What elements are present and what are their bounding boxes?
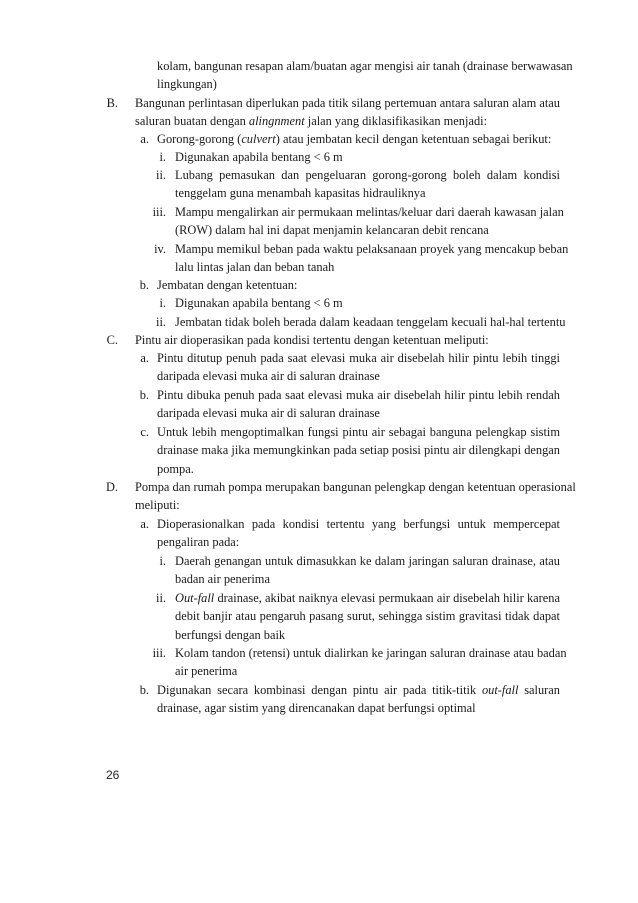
text-line: Bangunan perlintasan diperlukan pada titik silang pertemuan antara saluran alam atau (135, 96, 560, 110)
text-line: drainase, agar sistim yang direncanakan dapat berfungsi optimal (157, 701, 476, 716)
text-line: Pintu ditutup penuh pada saat elevasi muka air disebelah hilir pintu lebih tinggi (157, 351, 560, 365)
text-line: lingkungan) (157, 77, 217, 92)
list-marker-Daiii: iii. (152, 646, 166, 660)
item-D-a-i (175, 552, 560, 589)
text-line: kolam, bangunan resapan alam/buatan agar mengisi air tanah (drainase berwawasan (157, 59, 573, 73)
text-line: berfungsi dengan baik (175, 627, 286, 642)
text-line: Digunakan secara kombinasi dengan pintu air pada titik-titik out-fall saluran (157, 683, 560, 697)
page-number: 26 (106, 768, 120, 782)
list-marker-Baiv: iv. (154, 242, 166, 256)
list-marker-Da: a. (140, 517, 149, 531)
text-line: saluran buatan dengan alingnment jalan yang diklasifikasikan menjadi: (135, 114, 488, 129)
text-line: tenggelam guna menambah kapasitas hidrauliknya (175, 186, 426, 201)
item-B (135, 94, 560, 131)
list-marker-B: B. (106, 96, 118, 110)
text-line: air penerima (175, 664, 238, 679)
list-marker-Baii: ii. (156, 168, 166, 182)
item-D (135, 478, 576, 515)
list-marker-Bb: b. (139, 278, 149, 292)
text-line: Gorong-gorong (culvert) atau jembatan kecil dengan ketentuan sebagai berikut: (157, 132, 552, 146)
list-marker-D: D. (105, 480, 118, 494)
item-D-a-ii (175, 589, 560, 644)
text-line: (ROW) dalam hal ini dapat menjamin kelancaran debit rencana (175, 223, 489, 238)
continuation-paragraph (157, 57, 573, 94)
text-line: Mampu mengalirkan air permukaan melintas/keluar dari daerah kawasan jalan (175, 205, 564, 219)
text-line: pompa. (157, 461, 194, 476)
text-line: Jembatan dengan ketentuan: (157, 278, 298, 292)
text-line: daripada elevasi muka air di saluran drainase (157, 369, 380, 384)
text-line: Mampu memikul beban pada waktu pelaksanaan proyek yang mencakup beban (175, 242, 569, 256)
list-marker-Cc: c. (140, 425, 149, 439)
item-B-a-iii (175, 203, 564, 240)
text-line: lalu lintas jalan dan beban tanah (175, 260, 335, 275)
text-line: Pompa dan rumah pompa merupakan bangunan pelengkap dengan ketentuan operasional (135, 480, 576, 494)
text-line: Daerah genangan untuk dimasukkan ke dalam jaringan saluran drainase, atau (175, 554, 560, 568)
text-line: badan air penerima (175, 572, 270, 587)
text-line: Jembatan tidak boleh berada dalam keadaan tenggelam kecuali hal-hal tertentu (175, 315, 566, 329)
text-line: Out-fall drainase, akibat naiknya elevasi permukaan air disebelah hilir karena (175, 591, 560, 605)
emphasis: culvert (241, 132, 276, 146)
list-marker-Dai: i. (159, 554, 166, 568)
item-B-a-i (175, 148, 560, 166)
text-line: daripada elevasi muka air di saluran drainase (157, 406, 380, 421)
item-B-a-iv (175, 240, 569, 277)
item-C (135, 331, 560, 349)
item-D-b (157, 681, 560, 718)
text-line: Pintu dibuka penuh pada saat elevasi muka air disebelah hilir pintu lebih rendah (157, 388, 560, 402)
item-B-a-ii (175, 166, 560, 203)
item-B-b (157, 276, 560, 294)
list-marker-Cb: b. (139, 388, 149, 402)
list-marker-Db: b. (139, 683, 149, 697)
list-marker-Bbi: i. (159, 296, 166, 310)
emphasis: out-fall (481, 683, 519, 697)
list-marker-Bbii: ii. (156, 315, 166, 329)
text-line: drainase maka jika memungkinkan pada setiap posisi pintu air dilengkapi dengan (157, 443, 560, 458)
item-D-a (157, 515, 560, 552)
list-marker-Bai: i. (159, 150, 166, 164)
list-marker-Ca: a. (140, 351, 149, 365)
item-C-a (157, 349, 560, 386)
text-line: pengaliran pada: (157, 535, 240, 550)
list-marker-Baiii: iii. (152, 205, 166, 219)
emphasis: Out-fall (175, 591, 215, 605)
emphasis: alingnment (248, 114, 305, 129)
text-line: Untuk lebih mengoptimalkan fungsi pintu air sebagai banguna pelengkap sistim (157, 425, 560, 439)
text-line: debit banjir atau pengaruh pasang surut, sehingga sistim gravitasi tidak dapat (175, 609, 560, 624)
item-C-b (157, 386, 560, 423)
text-line: Digunakan apabila bentang < 6 m (175, 150, 343, 164)
item-D-a-iii (175, 644, 567, 681)
list-marker-C: C. (106, 333, 118, 347)
item-C-c (157, 423, 560, 478)
text-line: Lubang pemasukan dan pengeluaran gorong-gorong boleh dalam kondisi (175, 168, 560, 182)
item-B-b-ii (175, 313, 566, 331)
text-line: Pintu air dioperasikan pada kondisi tertentu dengan ketentuan meliputi: (135, 333, 489, 347)
list-marker-Daii: ii. (156, 591, 166, 605)
text-line: Digunakan apabila bentang < 6 m (175, 296, 343, 310)
list-marker-Ba: a. (140, 132, 149, 146)
item-B-a (157, 130, 560, 148)
text-line: Kolam tandon (retensi) untuk dialirkan ke jaringan saluran drainase atau badan (175, 646, 567, 660)
item-B-b-i (175, 294, 560, 312)
text-line: Dioperasionalkan pada kondisi tertentu yang berfungsi untuk mempercepat (157, 517, 560, 531)
text-line: meliputi: (135, 498, 180, 513)
